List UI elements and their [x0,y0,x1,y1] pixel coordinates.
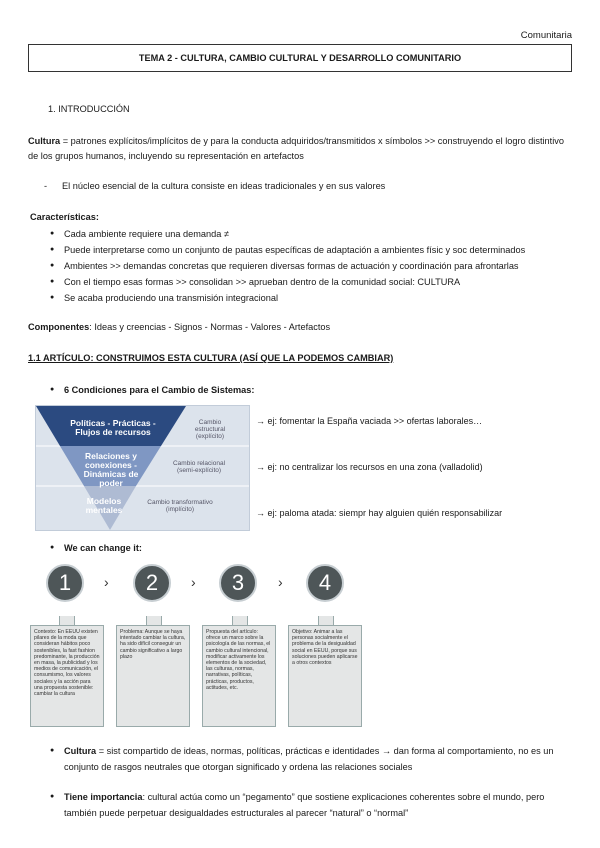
band-label-top: Políticas - Prácticas - Flujos de recursos [70,418,156,437]
cultura2-term: Cultura [64,746,97,756]
list-item: ● Cada ambiente requiere una demanda ≠ [50,226,572,242]
step-number-circle: 2 [133,564,171,602]
list-item: ● Se acaba produciendo una transmisión integracional [50,290,572,306]
wecan-bullet [50,540,142,556]
step-card [30,625,104,727]
list-item: ● Con el tiempo esas formas >> consolidan >> aprueban dentro de la comunidad social: CULTURA [50,274,572,290]
condiciones-bullet [50,382,254,398]
importancia-text: : cultural actúa como un “pegamento” que sostiene explicaciones coherentes sobre el mundo, pero también puede perpetuar desigualdades estructurales al parecer “natural” o “normal” [64,792,545,818]
example-note: → ej: no centralizar los recursos en una zona (valladolid) [256,462,483,472]
page-title: TEMA 2 - CULTURA, CAMBIO CULTURAL Y DESARROLLO COMUNITARIO [28,44,572,72]
cultura2-text: = sist compartido de ideas, normas, políticas, prácticas e identidades → dan forma al comportamiento, no es un conjunto de rasgos neutrales que otorgan significado y ordena las relaciones sociales [64,746,554,772]
right-label-middle: Cambio relacional (semi-explícito) [172,460,226,474]
band-label-middle: Relaciones y conexiones - Dinámicas de poder [83,451,139,488]
caracteristicas-heading: Características: [30,212,99,222]
chevron-right-icon: › [278,574,283,590]
cultura2-bullet [50,743,572,775]
dash-item: - El núcleo esencial de la cultura consiste en ideas tradicionales y en sus valores [44,181,386,191]
section-heading-intro: 1. INTRODUCCIÓN [48,104,130,114]
importancia-term: Tiene importancia [64,792,143,802]
wecan-label: ● We can change it: [50,540,142,556]
componentes-line [28,320,572,335]
importancia-bullet [50,789,572,821]
chevron-right-icon: › [191,574,196,590]
list-item [50,743,572,775]
step-number-circle: 3 [219,564,257,602]
section-heading-article: 1.1 ARTÍCULO: CONSTRUIMOS ESTA CULTURA (ASÍ QUE LA PODEMOS CAMBIAR) [28,353,394,363]
list-item: ● Ambientes >> demandas concretas que requieren diversas formas de actuación y coordinación para afrontarlas [50,258,572,274]
step-card-text: Propuesta del artículo: ofrece un marco sobre la psicología de las normas, el cambio cultural intencional, modificar activamente los elementos de la sociedad, las culturas, normas, narrativas, políticas, prácticas, productos, actitudes, etc. [206,629,271,691]
componentes-term: Componentes [28,322,90,332]
step-card [288,625,362,727]
step-card-text: Contexto: En EEUU existen pilares de la moda que consideran hábitos poco sostenibles, la fast fashion predominante, la producción en masa, la publicidad y los medios de comunicación, el consumismo, los valores sociales y la acción para una propuesta sostenible: cambiar la cultura [34,629,100,698]
example-note: → ej: fomentar la España vaciada >> ofertas laborales… [256,416,483,426]
band-label-bottom: Modelos mentales [85,496,123,515]
step-card [116,625,190,727]
step-number-circle: 1 [46,564,84,602]
dash-item-text: El núcleo esencial de la cultura consiste en ideas tradicionales y en sus valores [62,181,386,191]
list-item [50,789,572,821]
list-item: ● Puede interpretarse como un conjunto de pautas específicas de adaptación a ambientes físic y soc determinados [50,242,572,258]
step-number-circle: 4 [306,564,344,602]
example-note: → ej: paloma atada: siempr hay alguien quién responsabilizar [256,508,503,518]
step-card-text: Objetivo: Animar a las personas socialmente el problema de la desigualdad social en EEUU, porque sus soluciones pueden aplicarse a otros contextos [292,629,358,667]
step-card-text: Problema: Aunque se haya intentado cambiar la cultura, ha sido difícil conseguir un cambio significativo a largo plazo [120,629,186,660]
step-card [202,625,276,727]
caracteristicas-list [50,226,572,306]
right-label-top: Cambio estructural (explícito) [194,419,226,440]
cultura-definition [28,134,572,164]
chevron-right-icon: › [104,574,109,590]
componentes-text: : Ideas y creencias - Signos - Normas - Valores - Artefactos [89,322,331,332]
condiciones-label: ● 6 Condiciones para el Cambio de Sistemas: [50,382,254,398]
systems-change-diagram [35,405,250,531]
header-label: Comunitaria [520,30,572,41]
cultura-text: = patrones explícitos/implícitos de y para la conducta adquiridos/transmitidos x símbolos >> construyendo el logro distintivo de los grupos humanos, incluyendo su representación en artefactos [28,136,564,161]
cultura-term: Cultura [28,136,61,146]
right-label-bottom: Cambio transformativo (implícito) [147,499,213,513]
